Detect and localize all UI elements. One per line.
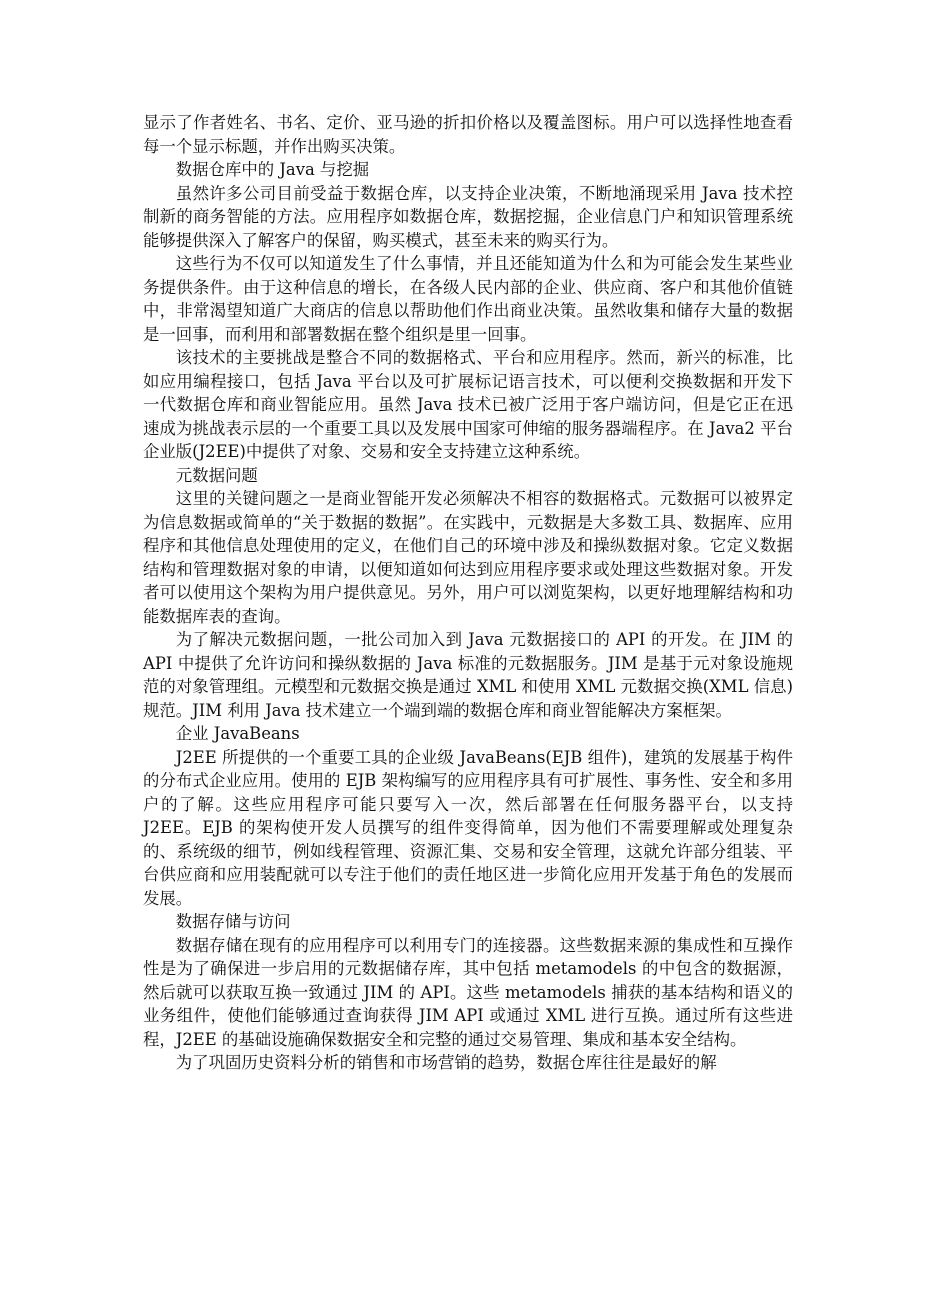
section-heading-java-mining: 数据仓库中的 Java 与挖掘 — [175, 160, 370, 179]
paragraph-continuation: 显示了作者姓名、书名、定价、亚马逊的折扣价格以及覆盖图标。用户可以选择性地查看每一个显示标题，并作出购买决策。 — [143, 113, 793, 156]
article-body — [143, 111, 793, 1075]
paragraph: J2EE 所提供的一个重要工具的企业级 JavaBeans(EJB 组件)，建筑的发展基于构件的分布式企业应用。使用的 EJB 架构编写的应用程序具有可扩展性、事务性、安全和多用户的了解。这些应用程序可能只要写入一次，然后部署在任何服务器平台，以支持 J2EE。EJB 的架构使开发人员撰写的组件变得简单，因为他们不需要理解或处理复杂的、系统级的细节，例如线程管理、资源汇集、交易和安全管理，这就允许部分组装、平台供应商和应用装配就可以专注于他们的责任地区进一步简化应用开发基于角色的发展而发展。 — [143, 747, 793, 908]
paragraph: 数据存储在现有的应用程序可以利用专门的连接器。这些数据来源的集成性和互操作性是为了确保进一步启用的元数据储存库，其中包括 metamodels 的中包含的数据源，然后就可以获取互换一致通过 JIM 的 API。这些 metamodels 捕获的基本结构和语义的业务组件，使他们能够通过查询获得 JIM API 或通过 XML 进行互换。通过所有这些进程，J2EE 的基础设施确保数据安全和完整的通过交易管理、集成和基本安全结构。 — [143, 935, 793, 1049]
section-heading-metadata: 元数据问题 — [175, 465, 258, 485]
paragraph: 这些行为不仅可以知道发生了什么事情，并且还能知道为什么和为可能会发生某些业务提供条件。由于这种信息的增长，在各级人民内部的企业、供应商、客户和其他价值链中，非常渴望知道广大商店的信息以帮助他们作出商业决策。虽然收集和储存大量的数据是一回事，而利用和部署数据在整个组织是里一回事。 — [143, 254, 793, 344]
paragraph-truncated: 为了巩固历史资料分析的销售和市场营销的趋势，数据仓库往往是最好的解 — [175, 1053, 717, 1072]
section-heading-ejb: 企业 JavaBeans — [175, 724, 300, 743]
section-heading-storage: 数据存储与访问 — [175, 912, 291, 931]
paragraph: 虽然许多公司目前受益于数据仓库，以支持企业决策，不断地涌现采用 Java 技术控制新的商务智能的方法。应用程序如数据仓库，数据挖掘，企业信息门户和知识管理系统能够提供深入了解客户的保留，购买模式，甚至未来的购买行为。 — [143, 183, 793, 250]
paragraph: 这里的关键问题之一是商业智能开发必须解决不相容的数据格式。元数据可以被界定为信息数据或简单的“关于数据的数据”。在实践中，元数据是大多数工具、数据库、应用程序和其他信息处理使用的定义，在他们自己的环境中涉及和操纵数据对象。它定义数据结构和管理数据对象的申请，以便知道如何达到应用程序要求或处理这些数据对象。开发者可以使用这个架构为用户提供意见。另外，用户可以浏览架构，以更好地理解结构和功能数据库表的查询。 — [143, 489, 793, 626]
paragraph: 为了解决元数据问题，一批公司加入到 Java 元数据接口的 API 的开发。在 JIM 的 API 中提供了允许访问和操纵数据的 Java 标准的元数据服务。JIM 是基于元对象设施规范的对象管理组。元模型和元数据交换是通过 XML 和使用 XML 元数据交换(XML 信息)规范。JIM 利用 Java 技术建立一个端到端的数据仓库和商业智能解决方案框架。 — [143, 630, 793, 720]
paragraph: 该技术的主要挑战是整合不同的数据格式、平台和应用程序。然而，新兴的标准，比如应用编程接口，包括 Java 平台以及可扩展标记语言技术，可以便利交换数据和开发下一代数据仓库和商业智能应用。虽然 Java 技术已被广泛用于客户端访问，但是它正在迅速成为挑战表示层的一个重要工具以及发展中国家可伸缩的服务器端程序。在 Java2 平台企业版(J2EE)中提供了对象、交易和安全支持建立这种系统。 — [143, 348, 793, 461]
